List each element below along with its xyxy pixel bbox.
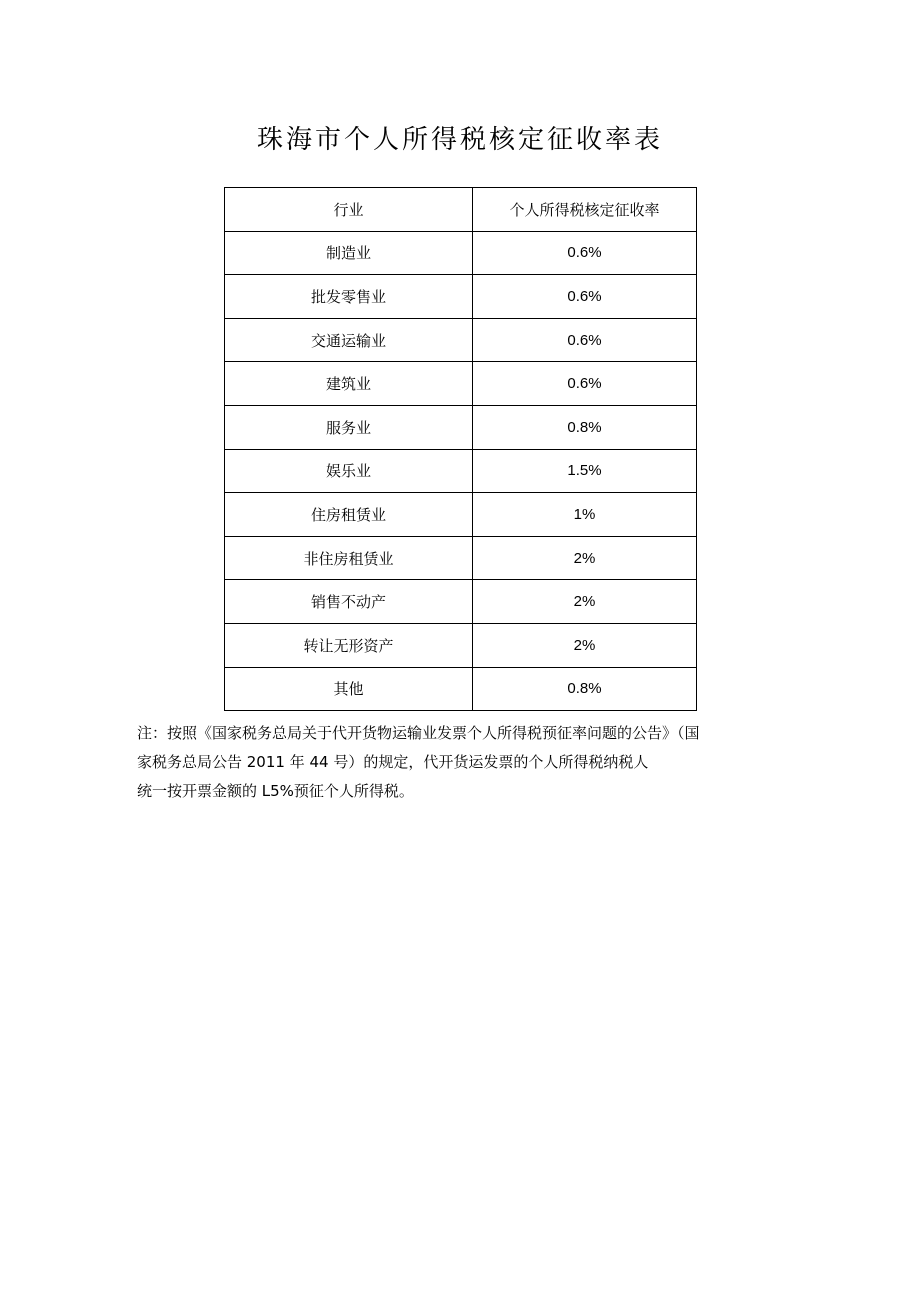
rate-cell: 1% <box>473 493 697 537</box>
table-row <box>225 449 697 493</box>
rate-column-header: 个人所得税核定征收率 <box>473 188 697 232</box>
industry-cell: 娱乐业 <box>225 449 473 493</box>
page-title: 珠海市个人所得税核定征收率表 <box>256 125 663 155</box>
table-row <box>225 318 697 362</box>
table-row <box>225 623 697 667</box>
industry-column-header: 行业 <box>225 188 473 232</box>
table-row <box>225 667 697 711</box>
footnote-line: 统一按开票金额的 L5%预征个人所得税。 <box>137 782 414 800</box>
industry-cell: 建筑业 <box>225 362 473 406</box>
tax-rate-table <box>224 187 697 711</box>
table-row <box>225 362 697 406</box>
footnote <box>137 719 797 806</box>
rate-cell: 0.6% <box>473 362 697 406</box>
industry-cell: 转让无形资产 <box>225 623 473 667</box>
table-row <box>225 405 697 449</box>
rate-cell: 0.6% <box>473 318 697 362</box>
rate-cell: 2% <box>473 623 697 667</box>
industry-cell: 交通运输业 <box>225 318 473 362</box>
industry-cell: 制造业 <box>225 231 473 275</box>
industry-cell: 非住房租赁业 <box>225 536 473 580</box>
table-row <box>225 493 697 537</box>
rate-cell: 0.6% <box>473 231 697 275</box>
rate-cell: 0.8% <box>473 667 697 711</box>
table-row <box>225 536 697 580</box>
industry-cell: 销售不动产 <box>225 580 473 624</box>
rate-cell: 2% <box>473 536 697 580</box>
industry-cell: 批发零售业 <box>225 275 473 319</box>
table-row <box>225 231 697 275</box>
table-row <box>225 275 697 319</box>
table-row <box>225 580 697 624</box>
rate-cell: 1.5% <box>473 449 697 493</box>
industry-cell: 其他 <box>225 667 473 711</box>
footnote-line: 注：按照《国家税务总局关于代开货物运输业发票个人所得税预征率问题的公告》（国 <box>137 724 700 742</box>
footnote-line: 家税务总局公告 2011 年 44 号）的规定，代开货运发票的个人所得税纳税人 <box>137 753 649 771</box>
rate-cell: 0.6% <box>473 275 697 319</box>
rate-cell: 0.8% <box>473 405 697 449</box>
industry-cell: 服务业 <box>225 405 473 449</box>
industry-cell: 住房租赁业 <box>225 493 473 537</box>
table-header-row <box>225 188 697 232</box>
rate-cell: 2% <box>473 580 697 624</box>
